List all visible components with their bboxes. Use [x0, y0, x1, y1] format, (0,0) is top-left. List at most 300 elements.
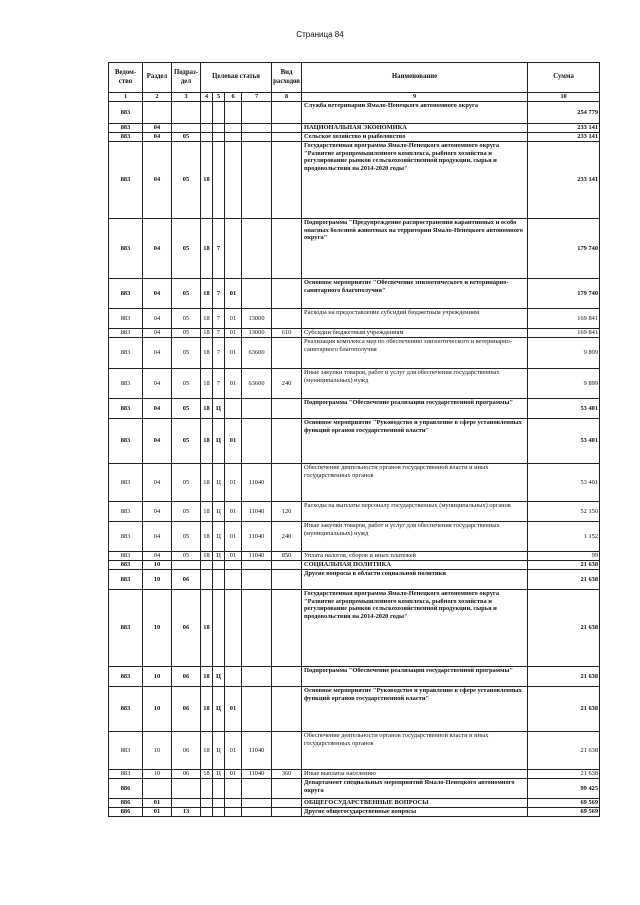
header-row	[109, 63, 600, 93]
table-row	[109, 808, 600, 817]
cell-celevaya-4	[242, 419, 272, 464]
cell-celevaya-2: 7	[213, 329, 225, 338]
cell-podrazdel: 06	[172, 667, 201, 687]
cell-summa: 9 899	[528, 369, 600, 399]
cell-naimenovanie: Обеспечение деятельности органов государственной власти и иных государственных органов	[302, 732, 528, 770]
cell-podrazdel: 05	[172, 502, 201, 522]
cell-vid-rashodov	[272, 590, 302, 667]
cell-celevaya-3	[225, 561, 242, 570]
cell-celevaya-4	[242, 279, 272, 309]
cell-celevaya-3: 01	[225, 732, 242, 770]
col-header-vid: Вид расходов	[272, 63, 302, 93]
cell-podrazdel: 06	[172, 732, 201, 770]
cell-summa: 21 638	[528, 561, 600, 570]
cell-vedomstvo: 883	[109, 732, 143, 770]
cell-celevaya-3: 01	[225, 369, 242, 399]
cell-vid-rashodov	[272, 419, 302, 464]
cell-celevaya-3: 01	[225, 687, 242, 732]
cell-vedomstvo: 883	[109, 124, 143, 133]
cell-summa: 21 638	[528, 570, 600, 590]
cell-celevaya-2	[213, 570, 225, 590]
cell-celevaya-2: Ц	[213, 502, 225, 522]
cell-vedomstvo: 883	[109, 570, 143, 590]
cell-podrazdel: 05	[172, 399, 201, 419]
cell-celevaya-4: 13000	[242, 329, 272, 338]
cell-podrazdel: 05	[172, 552, 201, 561]
cell-celevaya-3	[225, 570, 242, 590]
cell-celevaya-4	[242, 808, 272, 817]
cell-podrazdel: 06	[172, 590, 201, 667]
cell-celevaya-4: 11040	[242, 552, 272, 561]
cell-naimenovanie: Сельское хозяйство и рыболовство	[302, 133, 528, 142]
cell-celevaya-4: 63600	[242, 369, 272, 399]
cell-summa: 179 740	[528, 219, 600, 279]
table-row	[109, 770, 600, 779]
cell-vid-rashodov: 240	[272, 522, 302, 552]
budget-table-body	[109, 102, 600, 817]
cell-celevaya-2: Ц	[213, 464, 225, 502]
cell-vid-rashodov	[272, 799, 302, 808]
cell-vedomstvo: 886	[109, 799, 143, 808]
cell-podrazdel: 05	[172, 142, 201, 219]
cell-vid-rashodov	[272, 338, 302, 369]
cell-vedomstvo: 883	[109, 133, 143, 142]
cell-celevaya-3	[225, 808, 242, 817]
cell-celevaya-4	[242, 133, 272, 142]
cell-celevaya-2	[213, 102, 225, 124]
cell-celevaya-2: 7	[213, 338, 225, 369]
cell-naimenovanie: Служба ветеринарии Ямало-Ненецкого автономного округа	[302, 102, 528, 124]
cell-celevaya-4	[242, 570, 272, 590]
table-row	[109, 399, 600, 419]
cell-celevaya-3: 01	[225, 338, 242, 369]
cell-celevaya-1: 18	[201, 142, 213, 219]
cell-razdel: 10	[143, 732, 172, 770]
table-row	[109, 590, 600, 667]
cell-celevaya-2	[213, 808, 225, 817]
col-header-razdel: Раздел	[143, 63, 172, 93]
cell-celevaya-2: 7	[213, 309, 225, 329]
cell-celevaya-1: 18	[201, 732, 213, 770]
table-row	[109, 522, 600, 552]
cell-naimenovanie: Департамент специальных мероприятий Ямало-Ненецкого автономного округа	[302, 779, 528, 799]
cell-vid-rashodov	[272, 561, 302, 570]
cell-celevaya-4	[242, 399, 272, 419]
cell-podrazdel: 05	[172, 369, 201, 399]
cell-razdel: 04	[143, 219, 172, 279]
cell-celevaya-3: 01	[225, 502, 242, 522]
cell-summa: 9 899	[528, 338, 600, 369]
cell-celevaya-4: 11040	[242, 732, 272, 770]
cell-celevaya-3: 01	[225, 552, 242, 561]
cell-vedomstvo: 883	[109, 279, 143, 309]
cell-razdel: 10	[143, 590, 172, 667]
cell-naimenovanie: Уплата налогов, сборов и иных платежей	[302, 552, 528, 561]
cell-podrazdel: 06	[172, 687, 201, 732]
cell-celevaya-1	[201, 561, 213, 570]
cell-celevaya-1: 18	[201, 687, 213, 732]
cell-naimenovanie: Основное мероприятие "Обеспечение эпизоотического и ветеринарно-санитарного благополучия"	[302, 279, 528, 309]
cell-naimenovanie: Иные выплаты населению	[302, 770, 528, 779]
cell-razdel	[143, 102, 172, 124]
cell-celevaya-3	[225, 590, 242, 667]
cell-podrazdel: 05	[172, 279, 201, 309]
cell-vedomstvo: 883	[109, 561, 143, 570]
cell-podrazdel: 06	[172, 770, 201, 779]
cell-naimenovanie: Расходы на предоставление субсидий бюджетным учреждениям	[302, 309, 528, 329]
cell-vid-rashodov	[272, 219, 302, 279]
cell-summa: 53 401	[528, 464, 600, 502]
cell-summa: 99	[528, 552, 600, 561]
col-number: 7	[242, 93, 272, 102]
cell-podrazdel: 05	[172, 329, 201, 338]
table-row	[109, 329, 600, 338]
cell-celevaya-4	[242, 687, 272, 732]
cell-razdel: 04	[143, 502, 172, 522]
cell-naimenovanie: Обеспечение деятельности органов государственной власти и иных государственных органов	[302, 464, 528, 502]
cell-vid-rashodov	[272, 667, 302, 687]
table-row	[109, 779, 600, 799]
cell-podrazdel	[172, 124, 201, 133]
cell-celevaya-2: Ц	[213, 667, 225, 687]
cell-summa: 69 569	[528, 799, 600, 808]
cell-naimenovanie: Другие общегосударственные вопросы	[302, 808, 528, 817]
table-row	[109, 552, 600, 561]
cell-vid-rashodov: 610	[272, 329, 302, 338]
cell-podrazdel: 05	[172, 338, 201, 369]
cell-podrazdel: 05	[172, 464, 201, 502]
cell-celevaya-4: 11040	[242, 770, 272, 779]
cell-razdel: 10	[143, 667, 172, 687]
cell-celevaya-3: 01	[225, 522, 242, 552]
cell-summa: 169 841	[528, 329, 600, 338]
cell-razdel: 04	[143, 399, 172, 419]
cell-celevaya-2	[213, 142, 225, 219]
cell-naimenovanie: Государственная программа Ямало-Ненецкого автономного округа "Развитие агропромышленного комплекса, рыбного хозяйства и регулирование рынков сельскохозяйственной продукции, сырья и продовольствия на 2014-2020 годы"	[302, 590, 528, 667]
cell-summa: 21 638	[528, 590, 600, 667]
col-number: 9	[302, 93, 528, 102]
cell-naimenovanie: Подпрограмма "Обеспечение реализации государственной программы"	[302, 667, 528, 687]
cell-celevaya-4	[242, 779, 272, 799]
table-row	[109, 502, 600, 522]
cell-vedomstvo: 883	[109, 464, 143, 502]
cell-razdel: 04	[143, 309, 172, 329]
cell-vid-rashodov: 360	[272, 770, 302, 779]
cell-celevaya-1: 18	[201, 279, 213, 309]
cell-razdel: 04	[143, 329, 172, 338]
cell-celevaya-1	[201, 133, 213, 142]
cell-naimenovanie: Другие вопросы в области социальной политики	[302, 570, 528, 590]
cell-vedomstvo: 883	[109, 102, 143, 124]
cell-celevaya-2: Ц	[213, 687, 225, 732]
cell-summa: 21 638	[528, 770, 600, 779]
cell-celevaya-3	[225, 124, 242, 133]
col-header-celevaya: Целевая статья	[201, 63, 272, 93]
cell-celevaya-3	[225, 799, 242, 808]
cell-vid-rashodov	[272, 464, 302, 502]
cell-summa: 254 779	[528, 102, 600, 124]
cell-razdel: 01	[143, 808, 172, 817]
cell-summa: 1 152	[528, 522, 600, 552]
cell-celevaya-1	[201, 808, 213, 817]
cell-celevaya-1	[201, 102, 213, 124]
cell-naimenovanie: Субсидии бюджетным учреждениям	[302, 329, 528, 338]
table-row	[109, 687, 600, 732]
cell-celevaya-3: 01	[225, 309, 242, 329]
cell-vid-rashodov	[272, 279, 302, 309]
cell-celevaya-1: 18	[201, 770, 213, 779]
cell-celevaya-4: 63600	[242, 338, 272, 369]
cell-podrazdel: 05	[172, 133, 201, 142]
cell-summa: 99 425	[528, 779, 600, 799]
col-number: 4	[201, 93, 213, 102]
cell-vedomstvo: 883	[109, 369, 143, 399]
cell-celevaya-1	[201, 124, 213, 133]
cell-celevaya-3	[225, 133, 242, 142]
cell-celevaya-4: 13000	[242, 309, 272, 329]
cell-summa: 53 401	[528, 419, 600, 464]
cell-vedomstvo: 886	[109, 808, 143, 817]
cell-vedomstvo: 883	[109, 502, 143, 522]
cell-celevaya-3	[225, 779, 242, 799]
cell-celevaya-2	[213, 779, 225, 799]
cell-vid-rashodov	[272, 133, 302, 142]
cell-razdel: 10	[143, 561, 172, 570]
cell-celevaya-1: 18	[201, 552, 213, 561]
cell-naimenovanie: СОЦИАЛЬНАЯ ПОЛИТИКА	[302, 561, 528, 570]
cell-celevaya-2: 7	[213, 219, 225, 279]
cell-celevaya-1: 18	[201, 338, 213, 369]
cell-podrazdel: 05	[172, 522, 201, 552]
table-row	[109, 279, 600, 309]
cell-celevaya-4	[242, 219, 272, 279]
cell-razdel: 04	[143, 419, 172, 464]
cell-celevaya-1: 18	[201, 522, 213, 552]
cell-celevaya-2: 7	[213, 279, 225, 309]
table-row	[109, 419, 600, 464]
table-row	[109, 561, 600, 570]
cell-podrazdel	[172, 102, 201, 124]
cell-vedomstvo: 883	[109, 419, 143, 464]
table-row	[109, 464, 600, 502]
cell-naimenovanie: ОБЩЕГОСУДАРСТВЕННЫЕ ВОПРОСЫ	[302, 799, 528, 808]
cell-summa: 21 638	[528, 667, 600, 687]
cell-vid-rashodov	[272, 779, 302, 799]
cell-naimenovanie: Подпрограмма "Обеспечение реализации государственной программы"	[302, 399, 528, 419]
cell-naimenovanie: Государственная программа Ямало-Ненецкого автономного округа "Развитие агропромышленного комплекса, рыбного хозяйства и регулирование рынков сельскохозяйственной продукции, сырья и продовольствия на 2014-2020 годы"	[302, 142, 528, 219]
cell-celevaya-2: Ц	[213, 770, 225, 779]
table-row	[109, 338, 600, 369]
cell-podrazdel	[172, 799, 201, 808]
cell-podrazdel	[172, 779, 201, 799]
col-header-vedomstvo: Ведом-ство	[109, 63, 143, 93]
cell-naimenovanie: Иные закупки товаров, работ и услуг для обеспечения государственных (муниципальных) нужд	[302, 522, 528, 552]
col-header-summa: Сумма	[528, 63, 600, 93]
cell-vid-rashodov: 850	[272, 552, 302, 561]
cell-vedomstvo: 883	[109, 338, 143, 369]
cell-celevaya-2: Ц	[213, 522, 225, 552]
cell-celevaya-3	[225, 667, 242, 687]
cell-celevaya-1: 18	[201, 219, 213, 279]
cell-celevaya-1: 18	[201, 369, 213, 399]
cell-celevaya-2: Ц	[213, 399, 225, 419]
col-number: 5	[213, 93, 225, 102]
cell-celevaya-3	[225, 142, 242, 219]
cell-summa: 233 141	[528, 133, 600, 142]
cell-celevaya-2: Ц	[213, 732, 225, 770]
cell-celevaya-3	[225, 102, 242, 124]
cell-celevaya-2	[213, 561, 225, 570]
cell-vedomstvo: 883	[109, 142, 143, 219]
cell-celevaya-4	[242, 561, 272, 570]
cell-celevaya-4	[242, 102, 272, 124]
col-number: 3	[172, 93, 201, 102]
cell-celevaya-2	[213, 799, 225, 808]
cell-naimenovanie: Расходы на выплаты персоналу государственных (муниципальных) органов	[302, 502, 528, 522]
cell-summa: 69 569	[528, 808, 600, 817]
cell-summa: 52 150	[528, 502, 600, 522]
cell-celevaya-4	[242, 667, 272, 687]
col-header-podrazdel: Подраз-дел	[172, 63, 201, 93]
cell-naimenovanie: Основное мероприятие "Руководство и управление в сфере установленных функций органов государственной власти"	[302, 419, 528, 464]
cell-razdel: 04	[143, 142, 172, 219]
cell-razdel: 04	[143, 464, 172, 502]
cell-vedomstvo: 883	[109, 687, 143, 732]
cell-vedomstvo: 883	[109, 219, 143, 279]
cell-vid-rashodov: 120	[272, 502, 302, 522]
cell-celevaya-1: 18	[201, 590, 213, 667]
cell-celevaya-1	[201, 779, 213, 799]
cell-razdel: 10	[143, 687, 172, 732]
col-number: 2	[143, 93, 172, 102]
cell-celevaya-4	[242, 799, 272, 808]
cell-vedomstvo: 883	[109, 522, 143, 552]
table-row	[109, 570, 600, 590]
cell-celevaya-2	[213, 133, 225, 142]
cell-razdel: 04	[143, 124, 172, 133]
cell-razdel: 10	[143, 770, 172, 779]
cell-naimenovanie: Иные закупки товаров, работ и услуг для обеспечения государственных (муниципальных) нужд	[302, 369, 528, 399]
page-header: Страница 84	[296, 30, 344, 39]
col-number: 6	[225, 93, 242, 102]
cell-celevaya-1: 18	[201, 419, 213, 464]
cell-vid-rashodov	[272, 570, 302, 590]
cell-celevaya-4: 11040	[242, 502, 272, 522]
cell-razdel: 10	[143, 570, 172, 590]
cell-celevaya-3	[225, 399, 242, 419]
cell-celevaya-3: 01	[225, 770, 242, 779]
cell-vid-rashodov	[272, 808, 302, 817]
cell-vid-rashodov	[272, 102, 302, 124]
cell-celevaya-1: 18	[201, 329, 213, 338]
cell-summa: 21 638	[528, 687, 600, 732]
cell-celevaya-4	[242, 590, 272, 667]
cell-summa: 233 141	[528, 142, 600, 219]
cell-vid-rashodov: 240	[272, 369, 302, 399]
table-row	[109, 102, 600, 124]
cell-celevaya-2	[213, 124, 225, 133]
cell-celevaya-3: 01	[225, 464, 242, 502]
cell-celevaya-4: 11040	[242, 522, 272, 552]
cell-vedomstvo: 883	[109, 667, 143, 687]
cell-vid-rashodov	[272, 399, 302, 419]
col-number: 10	[528, 93, 600, 102]
cell-celevaya-3	[225, 219, 242, 279]
table-row	[109, 369, 600, 399]
cell-summa: 53 401	[528, 399, 600, 419]
cell-celevaya-3: 01	[225, 279, 242, 309]
cell-razdel: 04	[143, 133, 172, 142]
table-row	[109, 309, 600, 329]
cell-vid-rashodov	[272, 124, 302, 133]
cell-razdel: 04	[143, 338, 172, 369]
col-number: 1	[109, 93, 143, 102]
cell-summa: 179 740	[528, 279, 600, 309]
cell-podrazdel: 05	[172, 309, 201, 329]
cell-celevaya-2: Ц	[213, 552, 225, 561]
cell-vedomstvo: 883	[109, 309, 143, 329]
cell-podrazdel: 13	[172, 808, 201, 817]
cell-naimenovanie: Реализация комплекса мер по обеспечению эпизоотического и ветеринарно-санитарного благополучия	[302, 338, 528, 369]
column-number-row	[109, 93, 600, 102]
cell-vedomstvo: 883	[109, 552, 143, 561]
table-row	[109, 219, 600, 279]
cell-celevaya-1: 18	[201, 399, 213, 419]
table-row	[109, 799, 600, 808]
cell-celevaya-3: 01	[225, 329, 242, 338]
cell-vedomstvo: 883	[109, 590, 143, 667]
cell-podrazdel: 05	[172, 219, 201, 279]
cell-celevaya-1	[201, 799, 213, 808]
cell-celevaya-1: 18	[201, 464, 213, 502]
cell-razdel	[143, 779, 172, 799]
cell-celevaya-1	[201, 570, 213, 590]
cell-celevaya-3: 01	[225, 419, 242, 464]
cell-naimenovanie: НАЦИОНАЛЬНАЯ ЭКОНОМИКА	[302, 124, 528, 133]
cell-podrazdel	[172, 561, 201, 570]
cell-podrazdel: 05	[172, 419, 201, 464]
cell-vid-rashodov	[272, 687, 302, 732]
cell-summa: 21 638	[528, 732, 600, 770]
cell-naimenovanie: Подпрограмма "Предупреждение распространения карантинных и особо опасных болезней животных на территории Ямало-Ненецкого автономного округа"	[302, 219, 528, 279]
cell-vid-rashodov	[272, 309, 302, 329]
cell-vedomstvo: 883	[109, 399, 143, 419]
cell-razdel: 04	[143, 279, 172, 309]
cell-celevaya-2: 7	[213, 369, 225, 399]
cell-razdel: 04	[143, 522, 172, 552]
cell-naimenovanie: Основное мероприятие "Руководство и управление в сфере установленных функций органов государственной власти"	[302, 687, 528, 732]
table-row	[109, 732, 600, 770]
cell-podrazdel: 06	[172, 570, 201, 590]
cell-summa: 169 841	[528, 309, 600, 329]
table-row	[109, 667, 600, 687]
cell-vedomstvo: 886	[109, 779, 143, 799]
budget-table	[108, 62, 600, 817]
cell-razdel: 01	[143, 799, 172, 808]
cell-razdel: 04	[143, 552, 172, 561]
cell-celevaya-2	[213, 590, 225, 667]
cell-celevaya-2: Ц	[213, 419, 225, 464]
cell-celevaya-1: 18	[201, 667, 213, 687]
cell-celevaya-4	[242, 124, 272, 133]
cell-celevaya-1: 18	[201, 309, 213, 329]
table-row	[109, 124, 600, 133]
cell-vid-rashodov	[272, 142, 302, 219]
cell-vid-rashodov	[272, 732, 302, 770]
cell-vedomstvo: 883	[109, 770, 143, 779]
cell-celevaya-4: 11040	[242, 464, 272, 502]
table-row	[109, 133, 600, 142]
